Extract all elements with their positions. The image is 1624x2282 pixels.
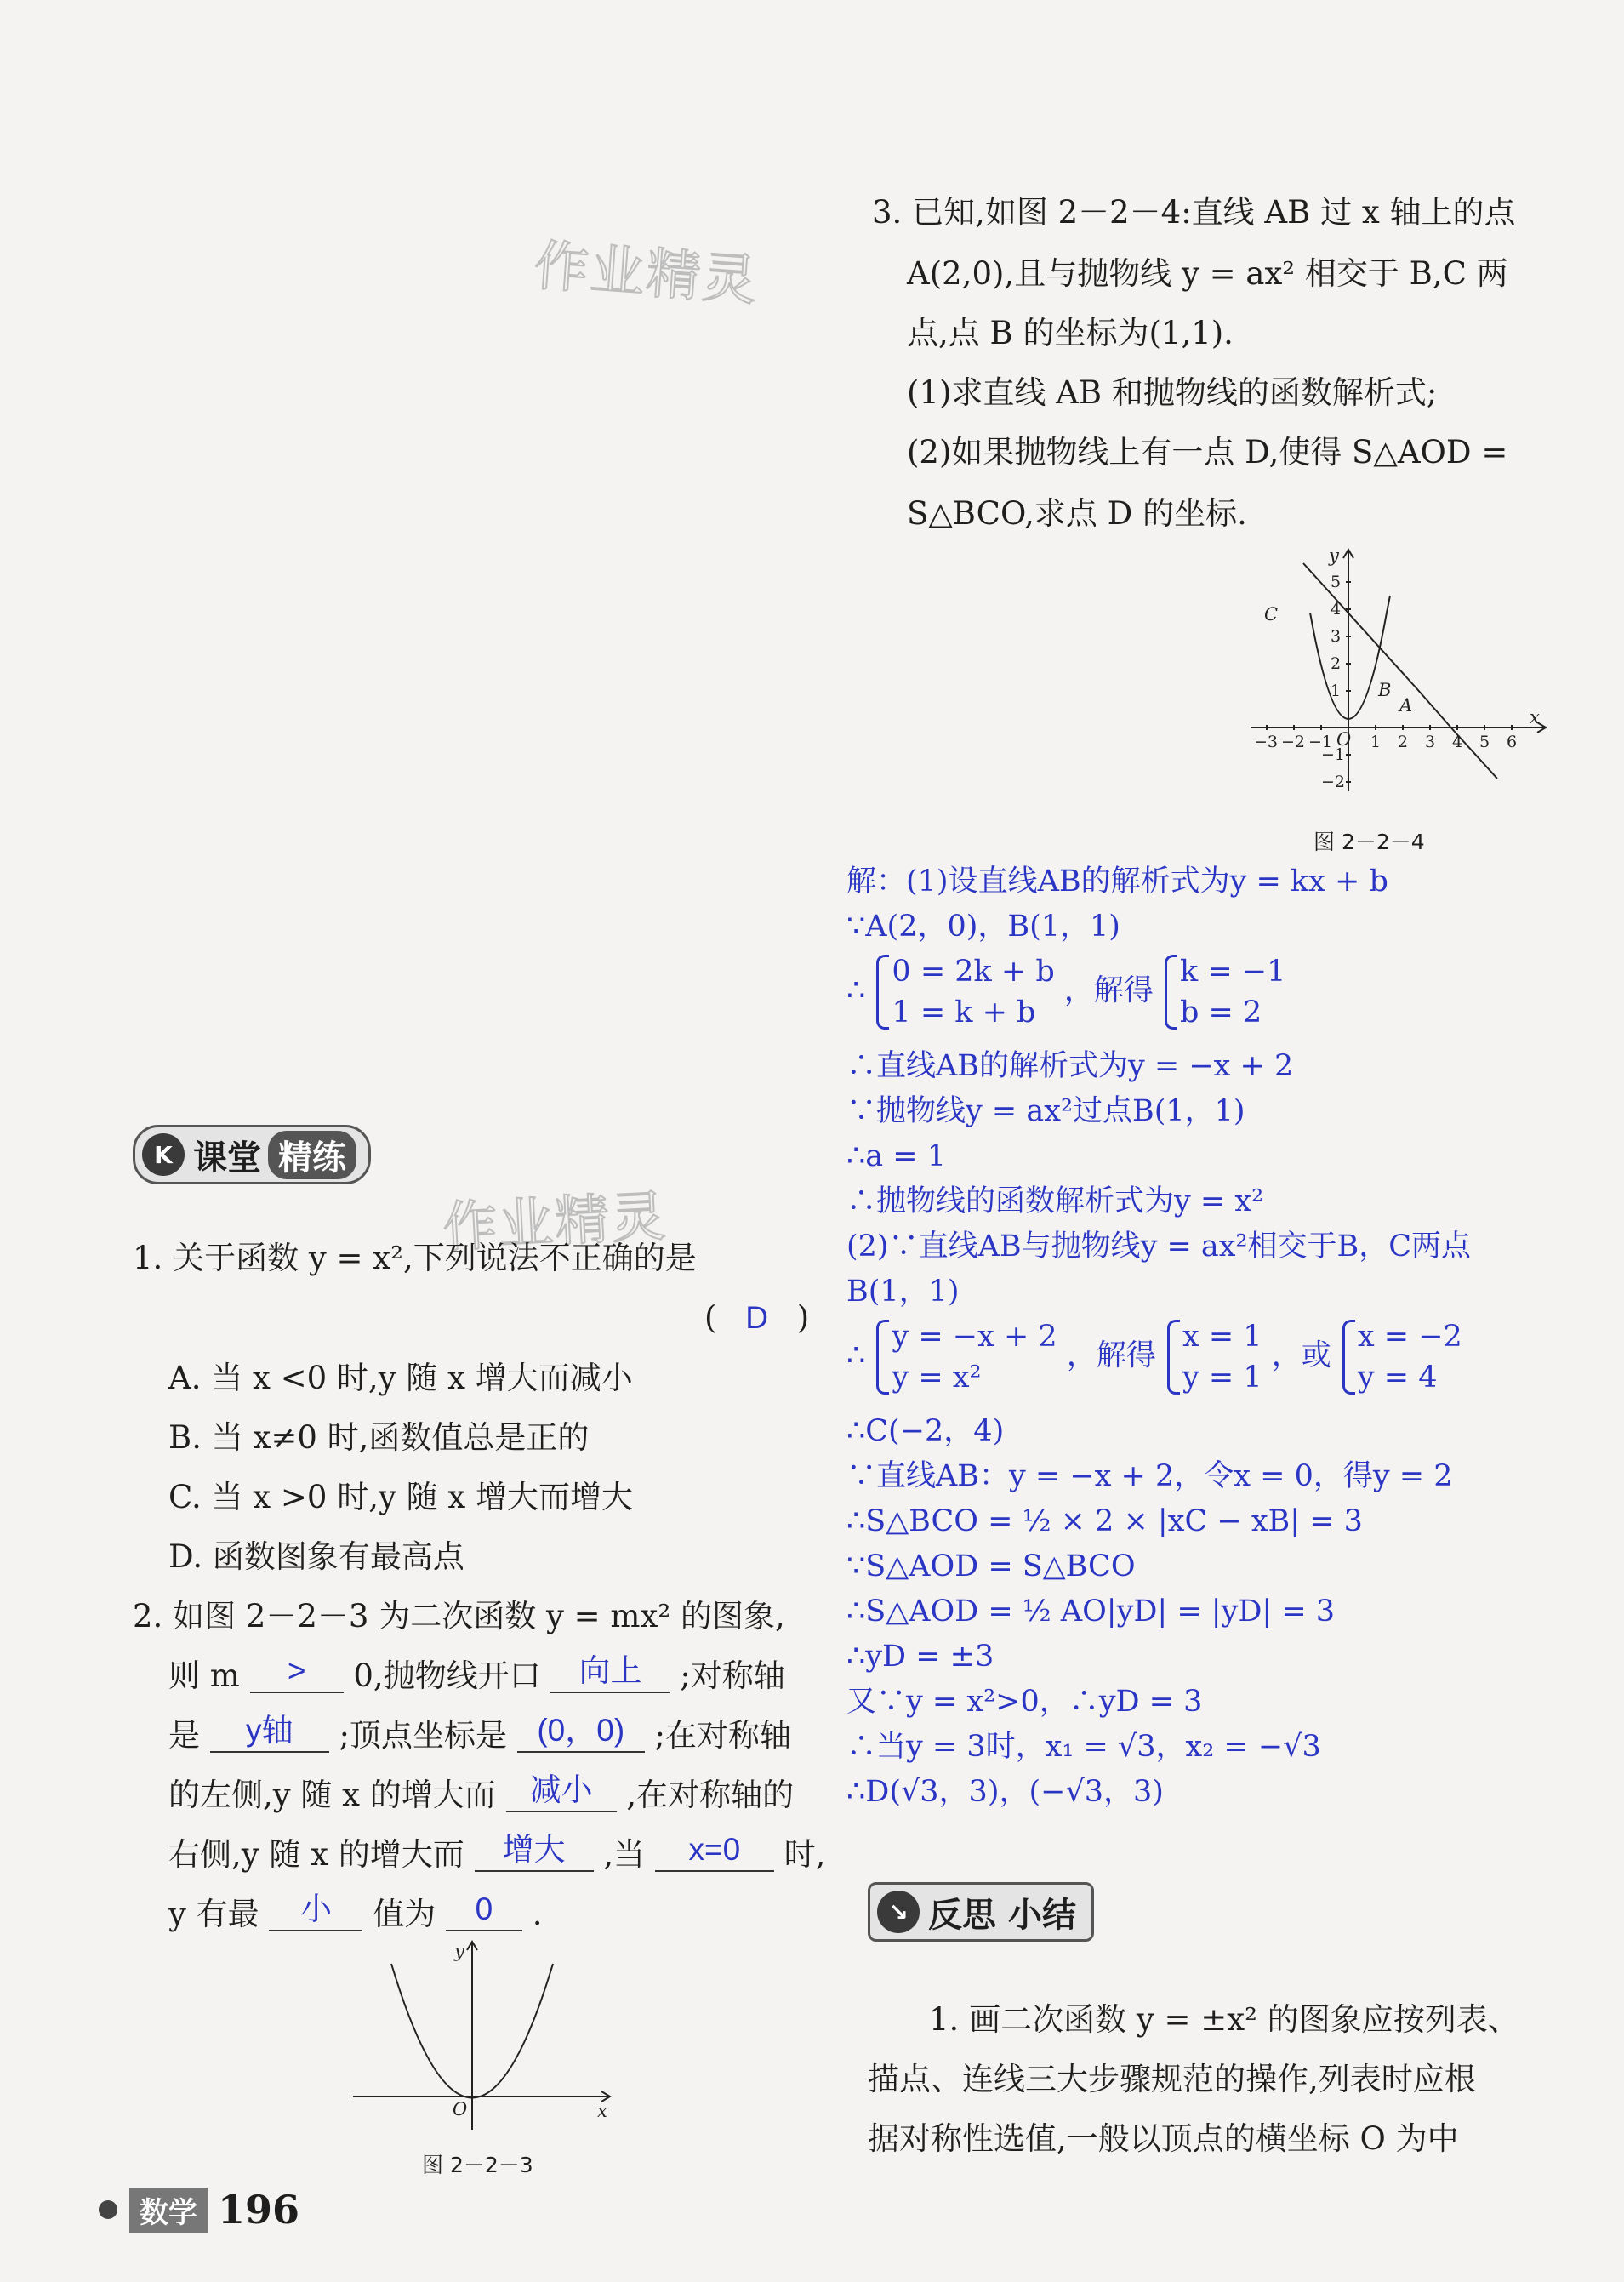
graph-parabola-y-x2 (349, 1938, 621, 2134)
q2-blank-vertex: (0，0) (517, 1710, 645, 1753)
x-tick-label: 4 (1452, 733, 1463, 751)
footer-dot-icon (99, 2200, 117, 2219)
q2-blank-when: x=0 (655, 1829, 774, 1872)
q3-line: 3. 已知,如图 2－2－4:直线 AB 过 x 轴上的点 (872, 194, 1516, 231)
x-tick-label: 6 (1507, 733, 1518, 751)
solution-line: ∴C(−2，4) (846, 1414, 1005, 1448)
q3-line: (2)如果抛物线上有一点 D,使得 S△AOD = (907, 434, 1508, 471)
y-tick-label: 4 (1331, 600, 1342, 619)
q1-option: D. 函数图象有最高点 (168, 1538, 464, 1575)
origin-label: O (1336, 729, 1352, 750)
q1-option: A. 当 x <0 时,y 随 x 增大而减小 (168, 1360, 633, 1396)
q2-blank-m: > (250, 1651, 344, 1693)
x-tick-label: 1 (1370, 733, 1382, 751)
x-axis-label: x (597, 2101, 607, 2121)
x-tick-label: −2 (1281, 733, 1306, 751)
solution-line: ∴S△AOD = ½ AO|yD| = |yD| = 3 (846, 1595, 1336, 1629)
figure-2-2-3 (349, 1938, 621, 2134)
q1-option: C. 当 x >0 时,y 随 x 增大而增大 (168, 1479, 634, 1515)
q2-line: 是 y轴 ;顶点坐标是 (0，0) ;在对称轴 (168, 1715, 791, 1758)
solution-line: ∴直线AB的解析式为y = −x + 2 (846, 1049, 1294, 1083)
y-tick-label: −2 (1321, 773, 1346, 791)
x-axis-label: x (1530, 707, 1540, 727)
x-tick-label: 2 (1398, 733, 1409, 751)
graph-parabola-line (1242, 545, 1557, 800)
section-label: 反思 (928, 1895, 996, 1935)
q3-line: S△BCO,求点 D 的坐标. (907, 495, 1247, 532)
y-tick-label: −1 (1321, 745, 1346, 764)
section-header-summary (868, 1882, 1094, 1942)
solution-line: ∴当y = 3时，x₁ = √3，x₂ = −√3 (846, 1730, 1321, 1764)
x-tick-label: 3 (1425, 733, 1436, 751)
q3-line: A(2,0),且与抛物线 y = ax² 相交于 B,C 两 (907, 255, 1508, 292)
summary-line: 1. 画二次函数 y = ±x² 的图象应按列表、 (929, 2001, 1519, 2038)
solution-line: (2)∵直线AB与抛物线y = ax²相交于B，C两点 (846, 1229, 1472, 1264)
q2-line: 则 m > 0,抛物线开口 向上 ;对称轴 (168, 1656, 785, 1698)
q2-blank-right: 增大 (475, 1829, 594, 1872)
q2-line: y 有最 小 值为 0 . (168, 1894, 543, 1937)
solution-line: ∵抛物线y = ax²过点B(1，1) (846, 1094, 1245, 1128)
solution-line: ∵S△AOD = S△BCO (846, 1549, 1136, 1583)
figure-2-2-4-caption: 图 2－2－4 (1313, 830, 1425, 854)
x-tick-label: 5 (1479, 733, 1490, 751)
y-tick-label: 5 (1331, 573, 1342, 591)
solution-system-1: ∴ 0 = 2k + b 1 = k + b ，解得 k = −1 b = 2 (846, 951, 1285, 1033)
figure-2-2-4 (1242, 545, 1557, 800)
q2-blank-extreme: 小 (269, 1889, 362, 1931)
solution-line: ∴a = 1 (846, 1139, 946, 1173)
footer (99, 2187, 299, 2233)
q1-answer: D (745, 1300, 768, 1335)
summary-section-icon: ↘ (877, 1891, 920, 1933)
q2-line: 的左侧,y 随 x 的增大而 减小 ,在对称轴的 (168, 1775, 794, 1817)
q2-blank-axis: y轴 (210, 1710, 329, 1753)
solution-line: ∴S△BCO = ½ × 2 × |xC − xB| = 3 (846, 1504, 1363, 1538)
summary-line: 描点、连线三大步骤规范的操作,列表时应根 (868, 2061, 1476, 2097)
solution-line: ∴D(√3，3)，(−√3，3) (846, 1775, 1164, 1809)
x-tick-label: −3 (1254, 733, 1279, 751)
point-label-a: A (1399, 695, 1413, 716)
q2-blank-left: 减小 (506, 1770, 617, 1812)
solution-line: ∵直线AB：y = −x + 2，令x = 0，得y = 2 (846, 1459, 1453, 1493)
x-tick-label: −1 (1308, 733, 1333, 751)
solution-line: 又∵y = x²>0，∴yD = 3 (846, 1685, 1203, 1719)
y-tick-label: 1 (1331, 682, 1342, 700)
section-header-practice (133, 1125, 371, 1184)
solution-system-2: ∴ y = −x + 2 y = x² ，解得 x = 1 y = 1 ，或 x = −2 y = 4 (846, 1316, 1462, 1398)
origin-label: O (453, 2099, 468, 2119)
solution-line: ∴yD = ±3 (846, 1640, 994, 1674)
section-label: 课堂 (193, 1138, 261, 1178)
q2-line: 右侧,y 随 x 的增大而 增大 ,当 x=0 时, (168, 1834, 825, 1877)
y-axis-label: y (454, 1941, 464, 1961)
solution-line: ∴抛物线的函数解析式为y = x² (846, 1184, 1264, 1218)
figure-2-2-3-caption: 图 2－2－3 (422, 2153, 533, 2177)
q1-stem: 1. 关于函数 y = x²,下列说法不正确的是 (133, 1240, 697, 1276)
section-highlight: 精练 (268, 1131, 356, 1179)
point-label-c: C (1264, 604, 1279, 625)
solution-line: 解：(1)设直线AB的解析式为y = kx + b (846, 864, 1388, 899)
q3-line: 点,点 B 的坐标为(1,1). (907, 315, 1234, 351)
y-tick-label: 2 (1331, 654, 1342, 673)
q3-line: (1)求直线 AB 和抛物线的函数解析式; (907, 374, 1438, 411)
q2-blank-value: 0 (446, 1889, 522, 1931)
practice-section-icon: K (142, 1133, 185, 1176)
q2-blank-opening: 向上 (550, 1651, 670, 1693)
q1-answer-bracket: ( D ) (704, 1299, 810, 1336)
summary-line: 据对称性选值,一般以顶点的横坐标 O 为中 (868, 2120, 1459, 2157)
y-tick-label: 3 (1331, 627, 1342, 646)
page-number: 196 (218, 2187, 300, 2233)
watermark-middle: 作业精灵 (441, 1185, 670, 1260)
solution-line: B(1，1) (846, 1275, 960, 1309)
q2-line: 2. 如图 2－2－3 为二次函数 y = mx² 的图象, (133, 1598, 785, 1634)
footer-subject: 数学 (129, 2188, 208, 2233)
y-axis-label: y (1329, 545, 1339, 566)
q1-option: B. 当 x≠0 时,函数值总是正的 (168, 1419, 590, 1456)
watermark-top: 作业精灵 (532, 234, 761, 314)
solution-line: ∵A(2，0)，B(1，1) (846, 910, 1120, 944)
section-highlight: 小结 (1008, 1895, 1076, 1935)
point-label-b: B (1378, 680, 1392, 700)
